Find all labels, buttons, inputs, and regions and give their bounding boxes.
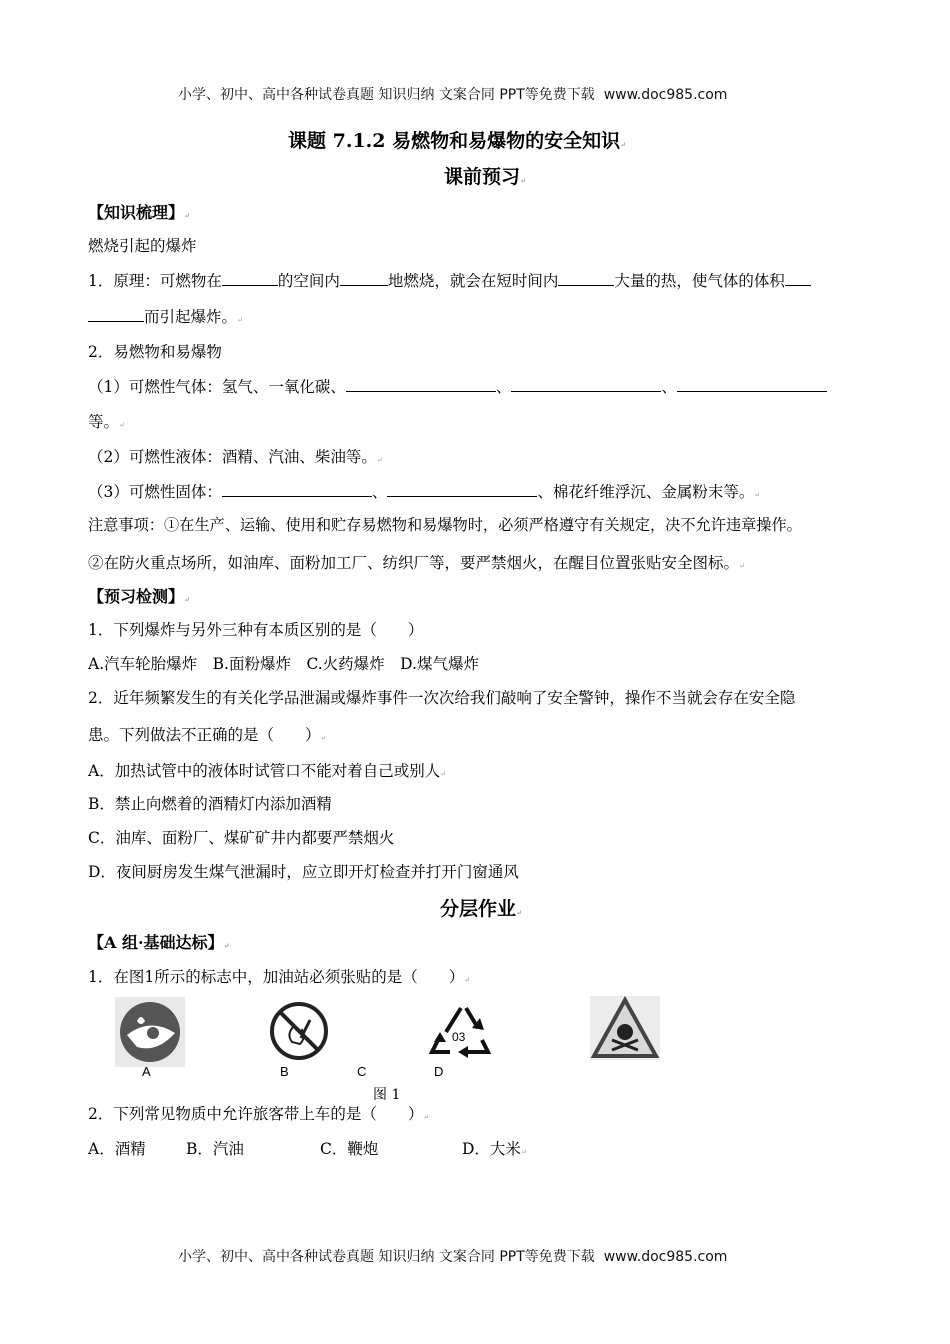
liquid-line: （2）可燃性液体：酒精、汽油、柴油等。↵ [88, 448, 383, 466]
group-a-heading: 【A 组·基础达标】↵ [88, 933, 230, 952]
homework-title: 分层作业↵ [440, 898, 522, 920]
group-a-q1: 1．在图1所示的标志中，加油站必须张贴的是（ ）↵ [88, 968, 471, 986]
group-a-q2: 2．下列常见物质中允许旅客带上车的是（ ）↵ [88, 1105, 430, 1123]
combustibles-heading: 2．易燃物和易爆物 [88, 343, 222, 361]
fig-label-c: C [357, 1064, 367, 1079]
figure-caption: 图 1 [373, 1087, 401, 1103]
check-q1: 1．下列爆炸与另外三种有本质区别的是（ ） [88, 621, 424, 639]
solid-line: （3）可燃性固体： 、 、棉花纤维浮沉、金属粉末等。↵ [88, 483, 761, 501]
check-q2-option-d: D．夜间厨房发生煤气泄漏时，应立即开灯检查并打开门窗通风 [88, 863, 519, 881]
note-1: 注意事项：①在生产、运输、使用和贮存易燃物和易爆物时，必须严格遵守有关规定，决不允许违章操作。 [88, 516, 802, 534]
check-q1-options: A.汽车轮胎爆炸 B.面粉爆炸 C.火药爆炸 D.煤气爆炸 [88, 655, 479, 673]
check-q2-line1: 2．近年频繁发生的有关化学品泄漏或爆炸事件一次次给我们敲响了安全警钟，操作不当就会存在安全隐 [88, 689, 796, 707]
check-q2-option-b: B．禁止向燃着的酒精灯内添加酒精 [88, 795, 332, 813]
fig-label-d: D [434, 1064, 444, 1079]
preview-title: 课前预习↵ [444, 166, 526, 188]
fig-label-a: A [142, 1064, 151, 1079]
knowledge-intro: 燃烧引起的爆炸 [88, 237, 197, 255]
recycle-code: 03 [452, 1030, 466, 1044]
group-a-q2-option-c: C．鞭炮 [320, 1140, 379, 1158]
group-a-q2-option-a: A．酒精 [88, 1140, 146, 1158]
note-2: ②在防火重点场所，如油库、面粉加工厂、纺织厂等，要严禁烟火，在醒目位置张贴安全图标。↵ [88, 554, 745, 572]
recycle-icon [428, 1002, 494, 1062]
lesson-title: 课题 7.1.2 易燃物和易爆物的安全知识↵ [288, 130, 626, 152]
flammable-sign-icon [115, 997, 185, 1067]
gas-line: （1）可燃性气体：氢气、一氧化碳、 、 、 [88, 375, 827, 397]
check-q2-line2: 患。下列做法不正确的是（ ）↵ [88, 726, 327, 744]
fig-label-b: B [280, 1064, 289, 1079]
check-q2-option-c: C．油库、面粉厂、煤矿矿井内都要严禁烟火 [88, 829, 395, 847]
no-smoking-icon [268, 1000, 330, 1062]
group-a-q2-option-b: B．汽油 [186, 1140, 244, 1158]
principle-line: 1．原理：可燃物在 的空间内 地燃烧，就会在短时间内 大量的热，使气体的体积 [88, 269, 811, 291]
page-footer: 小学、初中、高中各种试卷真题 知识归纳 文案合同 PPT等免费下载 www.doc985.com [178, 1249, 728, 1265]
knowledge-heading: 【知识梳理】↵ [88, 203, 190, 222]
toxic-warning-icon [590, 996, 660, 1060]
check-q2-option-a: A．加热试管中的液体时试管口不能对着自己或别人↵ [88, 762, 447, 780]
group-a-q2-option-d: D．大米↵ [462, 1140, 527, 1158]
page-header: 小学、初中、高中各种试卷真题 知识归纳 文案合同 PPT等免费下载 www.doc985.com [178, 87, 728, 103]
gas-line-end: 等。↵ [88, 413, 125, 431]
check-heading: 【预习检测】↵ [88, 587, 190, 606]
principle-line-2: 而引起爆炸。↵ [88, 305, 243, 327]
